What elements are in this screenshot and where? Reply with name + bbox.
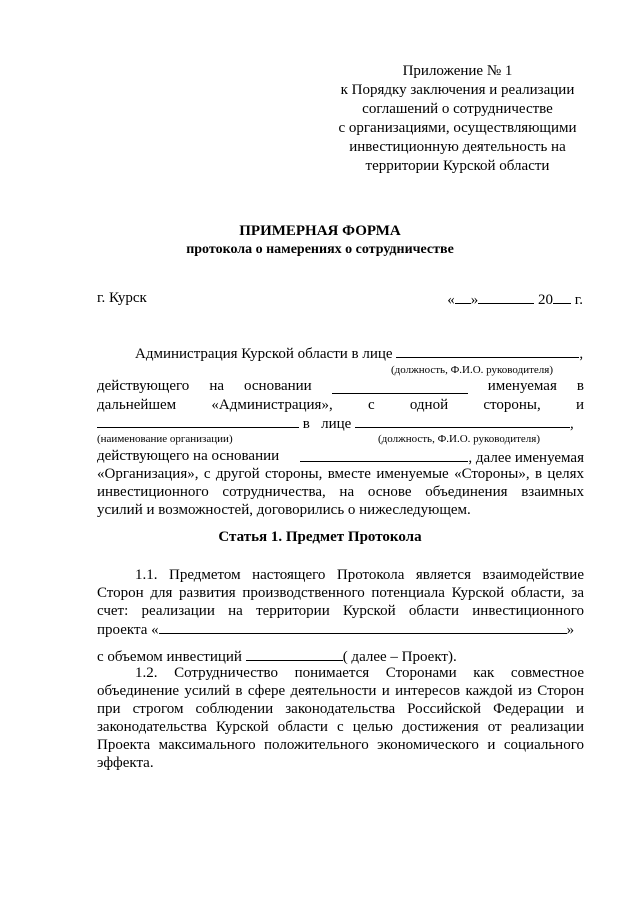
head-position-blank [396,343,579,358]
appendix-line: территории Курской области [365,158,550,174]
word: на [209,378,224,394]
document-title: ПРИМЕРНАЯ ФОРМА [239,223,401,239]
word: именуемая [487,378,557,394]
word: «Администрация», [211,397,333,413]
appendix-line: Приложение № 1 [402,63,513,79]
word: , далее именуемая [468,450,584,466]
date-line [447,289,583,310]
place-of-signing: г. Курск [97,290,147,306]
year-prefix: 20 [538,292,554,308]
date-close-quote: » [470,292,479,308]
org-name-blank [97,413,299,428]
comma: , [579,346,584,362]
day-blank [455,289,471,304]
para-1-1-line-1: 1.1. Предметом настоящего Протокола является взаимодействие [135,567,584,583]
preamble-line-2 [97,377,584,396]
month-blank [478,289,534,304]
word: » [566,622,575,638]
para-1-2-line-2: объединение усилий в сфере деятельности и интересов каждой из Сторон [97,683,584,699]
word: дальнейшем [97,397,177,413]
appendix-note [330,62,585,176]
word: стороны, [483,397,541,413]
word: действующего на основании [97,448,280,464]
word: проекта « [97,622,159,638]
para-1-2-line-3: при строгом соблюдении законодательства Российской Федерации и [97,701,584,717]
para-1-1-line-2: Сторон для развития производственного потенциала Курской области, за [97,585,584,601]
word: действующего [97,378,190,394]
word: основании [244,378,312,394]
appendix-line: с организациями, осуществляющими [338,120,577,136]
org-head-blank [355,413,570,428]
appendix-line: к Порядку заключения и реализации [340,82,575,98]
preamble-line-6: «Организация», с другой стороны, вместе именуемые «Стороны», в целях [97,466,584,482]
org-basis-blank [300,447,468,462]
word: с объемом инвестиций [97,649,242,665]
para-1-2-line-4: законодательства Курской области с целью достижения от реализации [97,719,584,735]
hint-org-head: (должность, Ф.И.О. руководителя) [378,433,540,445]
preamble-line-8: усилий и возможностей, договорились о нижеследующем. [97,502,471,518]
para-1-1-line-3: счет: реализации на территории Курской области инвестиционного [97,603,584,619]
word: одной [409,397,449,413]
para-1-2-line-5: Проекта максимального положительного экономического и социального [97,737,584,753]
hint-org-name: (наименование организации) [97,433,233,445]
admin-basis-blank [332,379,468,394]
word: в [576,378,584,394]
para-1-2-line-1: 1.2. Сотрудничество понимается Сторонами как совместное [135,665,584,681]
para-1-1-project-line [97,619,574,640]
year-suffix: г. [574,292,583,308]
year-blank [553,289,571,304]
article-1-heading: Статья 1. Предмет Протокола [218,529,422,545]
preamble-line-7: инвестиционного сотрудничества, на основе объединения взаимных [97,484,584,500]
project-name-blank [159,619,567,634]
investment-amount-blank [246,646,343,661]
appendix-line: инвестиционную деятельность на [349,139,566,155]
word: в лице [302,416,352,432]
word: с [367,397,375,413]
para-1-2-line-6: эффекта. [97,755,154,771]
hint-head-position: (должность, Ф.И.О. руководителя) [391,364,553,376]
date-open-quote: « [447,292,455,308]
document-subtitle: протокола о намерениях о сотрудничестве [186,242,454,257]
preamble-text: Администрация Курской области в лице [135,346,393,362]
word: ( далее – Проект). [342,649,457,665]
appendix-line: соглашений о сотрудничестве [362,101,553,117]
comma: , [570,416,574,432]
word: и [575,397,584,413]
